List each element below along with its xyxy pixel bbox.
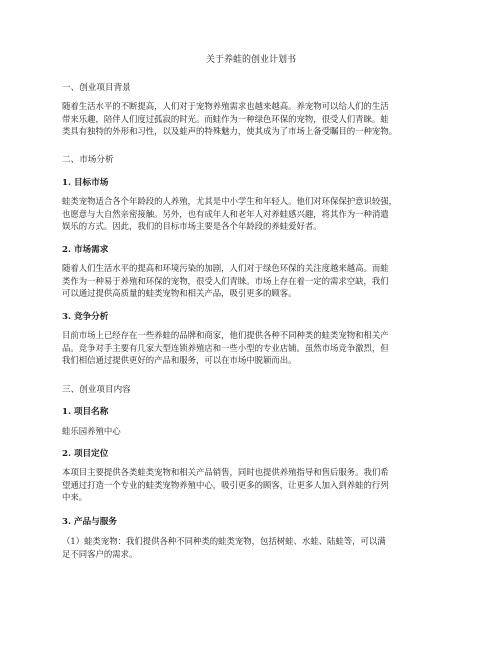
paragraph-background [62,100,442,138]
text-line: 足不同客户的需求。 [62,548,138,559]
text-line: 蛙类宠物适合各个年龄段的人养殖，尤其是中小学生和年轻人。他们对环保保护意识较强， [62,196,397,206]
text-line: 随着人们生活水平的提高和环境污染的加剧，人们对于绿色环保的关注度越来越高。而蛙 [62,263,389,273]
text-line: 带来乐趣，陪伴人们度过孤寂的时光。而蛙作为一种绿色环保的宠物，很受人们青睐。蛙 [62,113,389,124]
section-heading-market: 二、市场分析 [62,155,114,165]
paragraph-target-market [62,195,442,233]
text-line: 类具有独特的外形和习性，以及蛙声的特殊魅力，使其成为了市场上备受瞩目的一种宠物。 [62,126,397,137]
document-title: 关于养蛙的创业计划书 [205,55,296,65]
subheading-project-name: 1. 项目名称 [62,407,109,417]
text-line: （1）蛙类宠物：我们提供各种不同种类的蛙类宠物，包括树蛙、水蛙、陆蛙等，可以满 [62,536,386,546]
paragraph-products-services [62,535,442,560]
paragraph-market-demand [62,262,442,300]
paragraph-competition [62,329,442,367]
subheading-project-positioning: 2. 项目定位 [62,449,109,459]
text-line: 也愿意与大自然亲密接触。另外，也有成年人和老年人对养蛙感兴趣，将其作为一种消遣 [62,208,389,219]
text-line: 中来。 [62,492,88,503]
subheading-competition: 3. 竞争分析 [62,312,109,322]
subheading-products-services: 3. 产品与服务 [62,517,117,527]
text-line: 蛙乐园养殖中心 [62,426,121,436]
text-line: 目前市场上已经存在一些养蛙的品牌和商家，他们提供各种不同种类的蛙类宠物和相关产 [62,330,389,340]
paragraph-project-positioning [62,466,442,504]
text-line: 品。竞争对手主要有几家大型连锁养殖店和一些小型的专业店铺。虽然市场竞争激烈，但 [62,342,389,353]
text-line: 随着生活水平的不断提高，人们对于宠物养殖需求也越来越高。养宠物可以给人们的生活 [62,101,389,111]
text-line: 类作为一种易于养殖和环保的宠物，很受人们青睐。市场上存在着一定的需求空缺，我们 [62,275,389,286]
text-line: 望通过打造一个专业的蛙类宠物养殖中心，吸引更多的顾客，让更多人加入到养蛙的行列 [62,479,389,490]
paragraph-project-name [62,425,442,438]
text-line: 我们相信通过提供更好的产品和服务，可以在市场中脱颖而出。 [62,355,297,366]
section-heading-project-content: 三、创业项目内容 [62,385,131,395]
text-line: 娱乐的方式。因此，我们的目标市场主要是各个年龄段的养蛙爱好者。 [62,221,322,232]
text-line: 可以通过提供高质量的蛙类宠物和相关产品，吸引更多的顾客。 [62,288,297,299]
subheading-market-demand: 2. 市场需求 [62,245,109,255]
subheading-target-market: 1. 目标市场 [62,178,109,188]
text-line: 本项目主要提供各类蛙类宠物和相关产品销售，同时也提供养殖指导和售后服务。我们希 [62,467,389,477]
section-heading-background: 一、创业项目背景 [62,83,131,93]
